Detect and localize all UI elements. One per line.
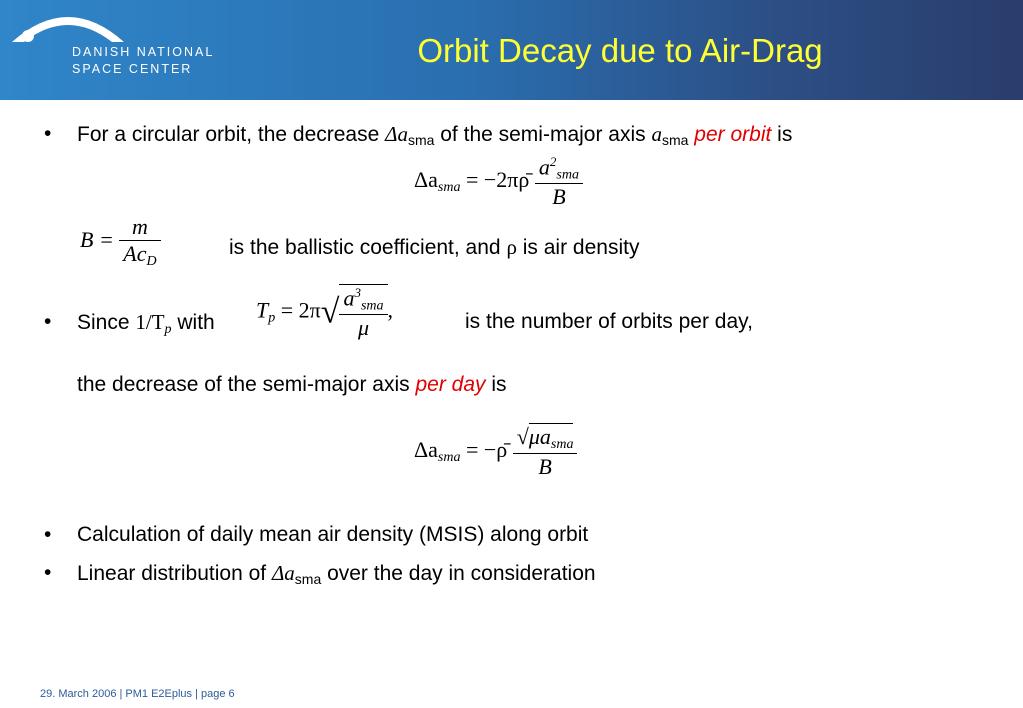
b1-emph: per orbit bbox=[694, 123, 772, 146]
eqB-num: m bbox=[119, 214, 160, 241]
eq2-lhs: Δa bbox=[414, 437, 438, 463]
eq1-num: a bbox=[538, 154, 550, 180]
equation-orbital-period bbox=[256, 284, 393, 341]
bullet-2-text bbox=[77, 310, 215, 338]
eqT-num: a bbox=[343, 285, 355, 311]
slide-title: Orbit Decay due to Air-Drag bbox=[417, 32, 823, 69]
eqT-den: μ bbox=[357, 315, 369, 341]
equation-decay-per-day bbox=[414, 424, 577, 480]
eqB-den-sub: D bbox=[146, 254, 157, 269]
eqT-num-sup: 3 bbox=[354, 285, 361, 300]
eqB-lhs: B = bbox=[80, 227, 114, 253]
eqT-sqrt-icon: √ bbox=[320, 293, 340, 331]
header-banner bbox=[0, 0, 1023, 100]
b2-pre: Since bbox=[77, 311, 136, 334]
b4-sub: sma bbox=[294, 571, 322, 587]
bullet-1-marker: • bbox=[44, 122, 52, 145]
org-name-line1: DANISH NATIONAL bbox=[72, 45, 215, 59]
eqB-fraction bbox=[119, 214, 160, 270]
b1-sub2: sma bbox=[662, 132, 689, 148]
b2-frac: 1/T bbox=[135, 310, 165, 334]
bullet-3-marker: • bbox=[44, 523, 52, 546]
b1-sub: sma bbox=[407, 132, 435, 148]
eq1-fraction bbox=[535, 154, 583, 210]
eq2-num: μa bbox=[528, 424, 551, 449]
eqT-num-sub: sma bbox=[360, 298, 384, 314]
orbits-per-day-text: is the number of orbits per day, bbox=[465, 310, 753, 333]
eq2-den: B bbox=[538, 454, 552, 479]
eq2-fraction bbox=[513, 424, 578, 480]
b4-post: over the day in consideration bbox=[321, 562, 596, 585]
equation-decay-per-orbit bbox=[414, 154, 583, 210]
eq1-lhs-sub: sma bbox=[437, 180, 461, 196]
b1-delta: Δa bbox=[385, 122, 408, 146]
b1b-rho: ρ bbox=[506, 235, 517, 259]
b1b-pre: is the ballistic coefficient, and bbox=[229, 236, 507, 259]
b2b-pre: the decrease of the semi-major axis bbox=[77, 373, 416, 396]
b2b-post: is bbox=[485, 373, 507, 396]
eqT-lhs-sub: p bbox=[268, 310, 276, 326]
per-day-text bbox=[77, 373, 507, 397]
b2-with: with bbox=[171, 311, 215, 334]
b1-mid: of the semi-major axis bbox=[434, 123, 652, 146]
eq2-lhs-sub: sma bbox=[437, 450, 461, 466]
eqT-lhs: T bbox=[256, 297, 269, 323]
bullet-2-marker: • bbox=[44, 310, 52, 333]
eq1-rhs: = −2πρ̄ bbox=[465, 167, 530, 193]
b1-a: a bbox=[651, 122, 662, 146]
b1-pre: For a circular orbit, the decrease bbox=[77, 123, 386, 146]
b4-delta: Δa bbox=[271, 561, 295, 585]
b4-pre: Linear distribution of bbox=[77, 562, 272, 585]
equation-ballistic-coefficient bbox=[80, 214, 161, 270]
eq2-num-sub: sma bbox=[550, 437, 574, 452]
slide-footer: 29. March 2006 | PM1 E2Eplus | page 6 bbox=[40, 688, 235, 700]
b2-sub: p bbox=[164, 322, 172, 337]
eqT-fraction bbox=[339, 284, 387, 341]
org-name-line2: SPACE CENTER bbox=[72, 62, 193, 76]
eq2-rhs: = −ρ̄ bbox=[465, 437, 508, 463]
b1-post: is bbox=[771, 123, 793, 146]
eq1-lhs: Δa bbox=[414, 167, 438, 193]
bullet-1-text bbox=[77, 122, 792, 148]
eq2-sqrt-icon: √ bbox=[516, 424, 529, 449]
eq1-num-sub: sma bbox=[556, 167, 579, 183]
bullet-4-marker: • bbox=[44, 561, 52, 584]
eq1-den: B bbox=[552, 184, 566, 210]
b1b-post: is air density bbox=[516, 236, 640, 259]
bullet-3-text: Calculation of daily mean air density (MSIS) along orbit bbox=[77, 523, 589, 546]
eqT-tail: , bbox=[387, 297, 393, 323]
ballistic-coefficient-text bbox=[229, 235, 639, 260]
b2b-emph: per day bbox=[415, 373, 486, 396]
eq1-num-sup: 2 bbox=[549, 154, 557, 169]
eqB-den: Ac bbox=[123, 241, 147, 266]
bullet-4-text bbox=[77, 561, 596, 587]
eqT-rhs: = 2π bbox=[280, 297, 321, 323]
